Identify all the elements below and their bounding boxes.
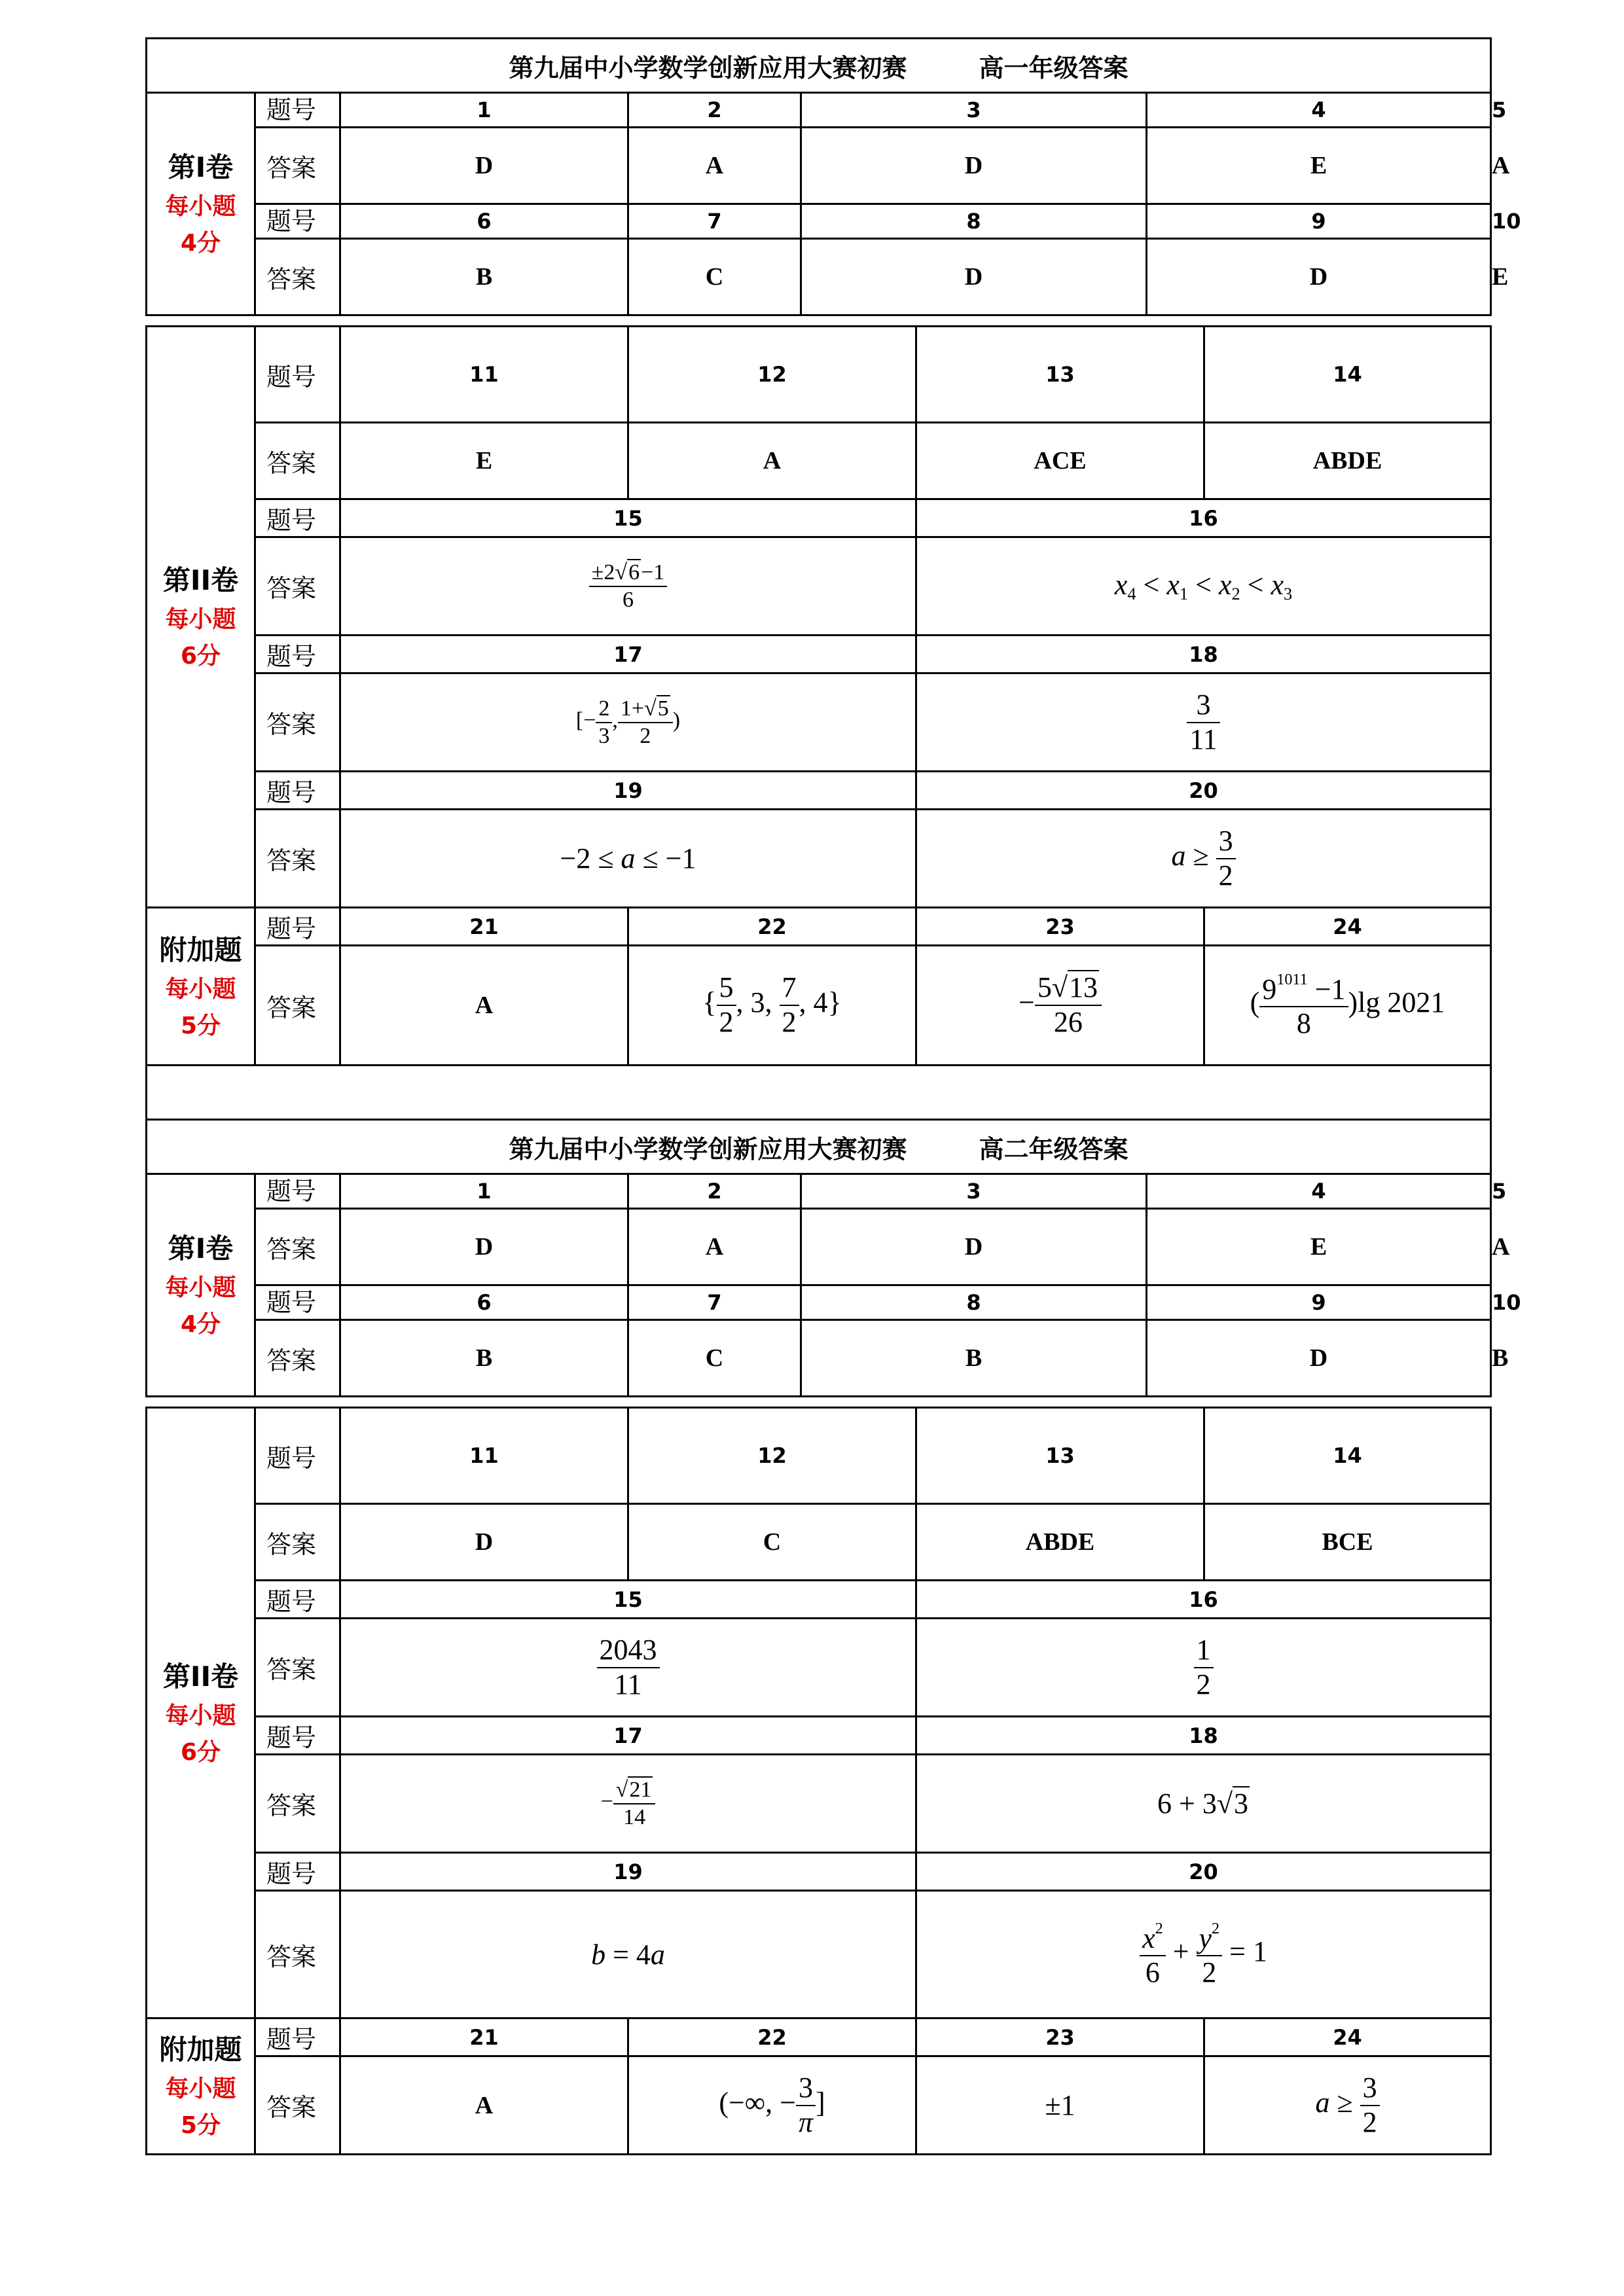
answer-cell: A xyxy=(628,128,801,204)
answer-table: 第九届中小学数学创新应用大赛初赛 高一年级答案 第Ⅰ卷 每小题 4分 题号 1 2 3 4 5 答案 D A D E A 题号 6 7 8 9 10 答案 B C D D E 第ⅠⅠ卷 每小题 6分 题号 11 12 13 14 答案 E A ACE ABDE 题号 15 16 答案 $\frac{\pm 2√6-1}{6}$ $x_4 < x_1 < x_2 < x_3$ 题号 17 18 答案 [− $\frac{2}{3}$ , $\frac{1+√5}{2}$ ) $\frac{3}{11}$ 题号 19 20 答案 −2 ≤ a ≤ −1 a ≥ $\frac{3}{2}$ 附加题 每小题 5分 题号 21 22 23 24 答案 A { $\frac{5}{2}$ , 3, $\frac{7}{2}$ , 4} − $\frac{5√13}{26}$ ( $\frac{9^{1011} -1}{8}$ )lg 2021 第九届中小学数学创新应用大赛初赛 高二年级答案 第Ⅰ卷 每小题 4分 题号 1 2 3 4 5 答案 D A D E A 题号 6 7 8 9 10 答案 B C B D B 第ⅠⅠ卷 每小题 6分 题号 11 12 13 14 答案 D C ABDE BCE 题号 15 16 答案 $\frac{2043}{11}$ $\frac{1}{2}$ 题号 17 18 答案 − $\frac{√21}{14}$ 6 + 3√3 题号 19 20 答案 b = 4a $\frac{x^2}{6}$ + $\frac{y^2}{2}$ = 1 附加题 每小题 5分 题号 21 22 23 24 答案 A (−∞, − $\frac{3}{\pi}$ ] ±1 a ≥ $\frac{3}{2}$ xyxy=(145,37,1492,2155)
row-label-question: 题号 xyxy=(255,636,340,673)
answer-cell xyxy=(340,1619,916,1717)
row-label-question: 题号 xyxy=(255,1285,340,1320)
answer-cell: ACE xyxy=(916,423,1204,499)
grade2-grade-label: 高二年级答案 xyxy=(979,1134,1128,1164)
answer-cell: D xyxy=(801,128,1147,204)
row-label-answer: 答案 xyxy=(255,128,340,204)
row-label-answer: 答案 xyxy=(255,1619,340,1717)
answer-cell xyxy=(916,673,1491,772)
question-number: 8 xyxy=(801,204,1147,239)
row-label-question: 题号 xyxy=(255,93,340,128)
question-number: 4 xyxy=(1147,1174,1491,1209)
math-expression: − $\frac{√21}{14}$ xyxy=(601,1789,656,1814)
question-number: 7 xyxy=(628,204,801,239)
question-number: 21 xyxy=(340,908,628,946)
math-expression: (−∞, − $\frac{3}{\pi}$ ] xyxy=(719,2071,825,2138)
row-label-answer: 答案 xyxy=(255,537,340,636)
answer-cell: B xyxy=(801,1320,1147,1397)
row-label-question: 题号 xyxy=(255,2018,340,2056)
grade1-grade-label: 高一年级答案 xyxy=(979,53,1128,82)
row-label-answer: 答案 xyxy=(255,239,340,315)
grade2-part2-label: 第ⅠⅠ卷 每小题 6分 xyxy=(147,1408,255,2018)
row-label-question: 题号 xyxy=(255,1174,340,1209)
answer-cell: D xyxy=(801,1209,1147,1285)
question-number: 22 xyxy=(628,2018,916,2056)
row-label-answer: 答案 xyxy=(255,1504,340,1581)
question-number: 12 xyxy=(628,327,916,423)
row-label-question: 题号 xyxy=(255,327,340,423)
answer-cell: D xyxy=(801,239,1147,315)
math-expression: $\frac{\pm 2√6-1}{6}$ xyxy=(589,572,668,596)
answer-cell xyxy=(916,810,1491,908)
answer-cell: D xyxy=(1147,1320,1491,1397)
question-number: 9 xyxy=(1147,1285,1491,1320)
row-label-question: 题号 xyxy=(255,1717,340,1755)
answer-cell xyxy=(340,673,916,772)
question-number: 16 xyxy=(916,499,1491,537)
question-number: 3 xyxy=(801,93,1147,128)
row-label-answer: 答案 xyxy=(255,1891,340,2018)
row-label-question: 题号 xyxy=(255,908,340,946)
math-expression: a ≥ $\frac{3}{2}$ xyxy=(1171,840,1235,872)
question-number: 3 xyxy=(801,1174,1147,1209)
answer-cell: A xyxy=(628,1209,801,1285)
question-number: 20 xyxy=(916,772,1491,810)
question-number: 11 xyxy=(340,327,628,423)
question-number: 6 xyxy=(340,204,628,239)
math-expression: 6 + 3√3 xyxy=(1157,1787,1248,1820)
grade2-contest-name: 第九届中小学数学创新应用大赛初赛 xyxy=(509,1134,907,1164)
answer-cell xyxy=(1204,946,1491,1066)
row-label-question: 题号 xyxy=(255,1408,340,1504)
question-number: 2 xyxy=(628,1174,801,1209)
answer-cell: D xyxy=(340,128,628,204)
answer-cell: BCE xyxy=(1204,1504,1491,1581)
question-number: 16 xyxy=(916,1581,1491,1619)
row-label-answer: 答案 xyxy=(255,2056,340,2155)
answer-cell xyxy=(916,1619,1491,1717)
math-expression: $\frac{2043}{11}$ xyxy=(597,1649,660,1681)
grade1-contest-name: 第九届中小学数学创新应用大赛初赛 xyxy=(509,53,907,82)
answer-cell xyxy=(340,1891,916,2018)
question-number: 17 xyxy=(340,636,916,673)
answer-cell: A xyxy=(340,946,628,1066)
answer-cell xyxy=(628,2056,916,2155)
question-number: 13 xyxy=(916,327,1204,423)
answer-cell xyxy=(340,810,916,908)
grade1-part2-label: 第ⅠⅠ卷 每小题 6分 xyxy=(147,327,255,908)
answer-cell: A xyxy=(628,423,916,499)
grade2-title xyxy=(147,1120,1491,1174)
question-number: 17 xyxy=(340,1717,916,1755)
question-number: 13 xyxy=(916,1408,1204,1504)
answer-cell: D xyxy=(340,1209,628,1285)
math-expression: { $\frac{5}{2}$ , 3, $\frac{7}{2}$ , 4} xyxy=(702,971,842,1038)
answer-cell xyxy=(628,946,916,1066)
answer-cell xyxy=(340,1755,916,1853)
math-expression: $\frac{1}{2}$ xyxy=(1194,1649,1214,1681)
question-number: 11 xyxy=(340,1408,628,1504)
answer-cell: E xyxy=(1147,128,1491,204)
answer-cell: D xyxy=(1147,239,1491,315)
row-label-question: 题号 xyxy=(255,204,340,239)
row-label-answer: 答案 xyxy=(255,1320,340,1397)
question-number: 21 xyxy=(340,2018,628,2056)
row-label-question: 题号 xyxy=(255,1581,340,1619)
question-number: 6 xyxy=(340,1285,628,1320)
answer-cell xyxy=(916,2056,1204,2155)
question-number: 19 xyxy=(340,772,916,810)
math-expression: b = 4a xyxy=(591,1938,665,1971)
answer-cell xyxy=(1204,2056,1491,2155)
answer-cell: E xyxy=(340,423,628,499)
question-number: 24 xyxy=(1204,908,1491,946)
answer-cell xyxy=(916,1755,1491,1853)
math-expression: $\frac{x^2}{6}$ + $\frac{y^2}{2}$ = 1 xyxy=(1140,1935,1267,1967)
question-number: 1 xyxy=(340,93,628,128)
question-number: 20 xyxy=(916,1853,1491,1891)
question-number: 18 xyxy=(916,1717,1491,1755)
question-number: 14 xyxy=(1204,1408,1491,1504)
grade1-part1-label: 第Ⅰ卷 每小题 4分 xyxy=(147,93,255,315)
question-number: 8 xyxy=(801,1285,1147,1320)
answer-cell xyxy=(340,537,916,636)
row-label-answer: 答案 xyxy=(255,1209,340,1285)
math-expression: ( $\frac{9^{1011} -1}{8}$ )lg 2021 xyxy=(1250,970,1445,1039)
grade2-extra-label: 附加题 每小题 5分 xyxy=(147,2018,255,2155)
answer-cell xyxy=(916,946,1204,1066)
question-number: 1 xyxy=(340,1174,628,1209)
math-expression: [− $\frac{2}{3}$ , $\frac{1+√5}{2}$ ) xyxy=(575,696,681,748)
question-number: 4 xyxy=(1147,93,1491,128)
row-label-answer: 答案 xyxy=(255,946,340,1066)
math-expression: $x_4 < x_1 < x_2 < x_3$ xyxy=(1114,569,1293,603)
answer-cell xyxy=(916,537,1491,636)
row-label-question: 题号 xyxy=(255,772,340,810)
row-label-question: 题号 xyxy=(255,1853,340,1891)
answer-cell: D xyxy=(340,1504,628,1581)
answer-cell: C xyxy=(628,1320,801,1397)
math-expression: −2 ≤ a ≤ −1 xyxy=(560,842,696,874)
math-expression: − $\frac{5√13}{26}$ xyxy=(1019,986,1102,1018)
question-number: 2 xyxy=(628,93,801,128)
answer-cell: C xyxy=(628,239,801,315)
answer-cell: C xyxy=(628,1504,916,1581)
math-expression: ±1 xyxy=(1045,2089,1075,2121)
question-number: 18 xyxy=(916,636,1491,673)
answer-cell xyxy=(916,1891,1491,2018)
answer-cell: B xyxy=(340,239,628,315)
row-label-question: 题号 xyxy=(255,499,340,537)
math-expression: a ≥ $\frac{3}{2}$ xyxy=(1315,2087,1379,2119)
question-number: 9 xyxy=(1147,204,1491,239)
question-number: 22 xyxy=(628,908,916,946)
math-expression: $\frac{3}{11}$ xyxy=(1187,704,1219,736)
answer-cell: B xyxy=(340,1320,628,1397)
answer-sheet xyxy=(145,37,1521,2155)
row-label-answer: 答案 xyxy=(255,423,340,499)
grade1-title xyxy=(147,39,1491,93)
question-number: 12 xyxy=(628,1408,916,1504)
grade1-extra-label: 附加题 每小题 5分 xyxy=(147,908,255,1066)
row-label-answer: 答案 xyxy=(255,810,340,908)
question-number: 24 xyxy=(1204,2018,1491,2056)
question-number: 19 xyxy=(340,1853,916,1891)
question-number: 15 xyxy=(340,1581,916,1619)
answer-cell: E xyxy=(1147,1209,1491,1285)
answer-cell: ABDE xyxy=(916,1504,1204,1581)
row-label-answer: 答案 xyxy=(255,673,340,772)
row-label-answer: 答案 xyxy=(255,1755,340,1853)
question-number: 15 xyxy=(340,499,916,537)
question-number: 23 xyxy=(916,908,1204,946)
answer-cell: ABDE xyxy=(1204,423,1491,499)
grade2-part1-label: 第Ⅰ卷 每小题 4分 xyxy=(147,1174,255,1397)
answer-cell: A xyxy=(340,2056,628,2155)
question-number: 14 xyxy=(1204,327,1491,423)
question-number: 7 xyxy=(628,1285,801,1320)
question-number: 23 xyxy=(916,2018,1204,2056)
